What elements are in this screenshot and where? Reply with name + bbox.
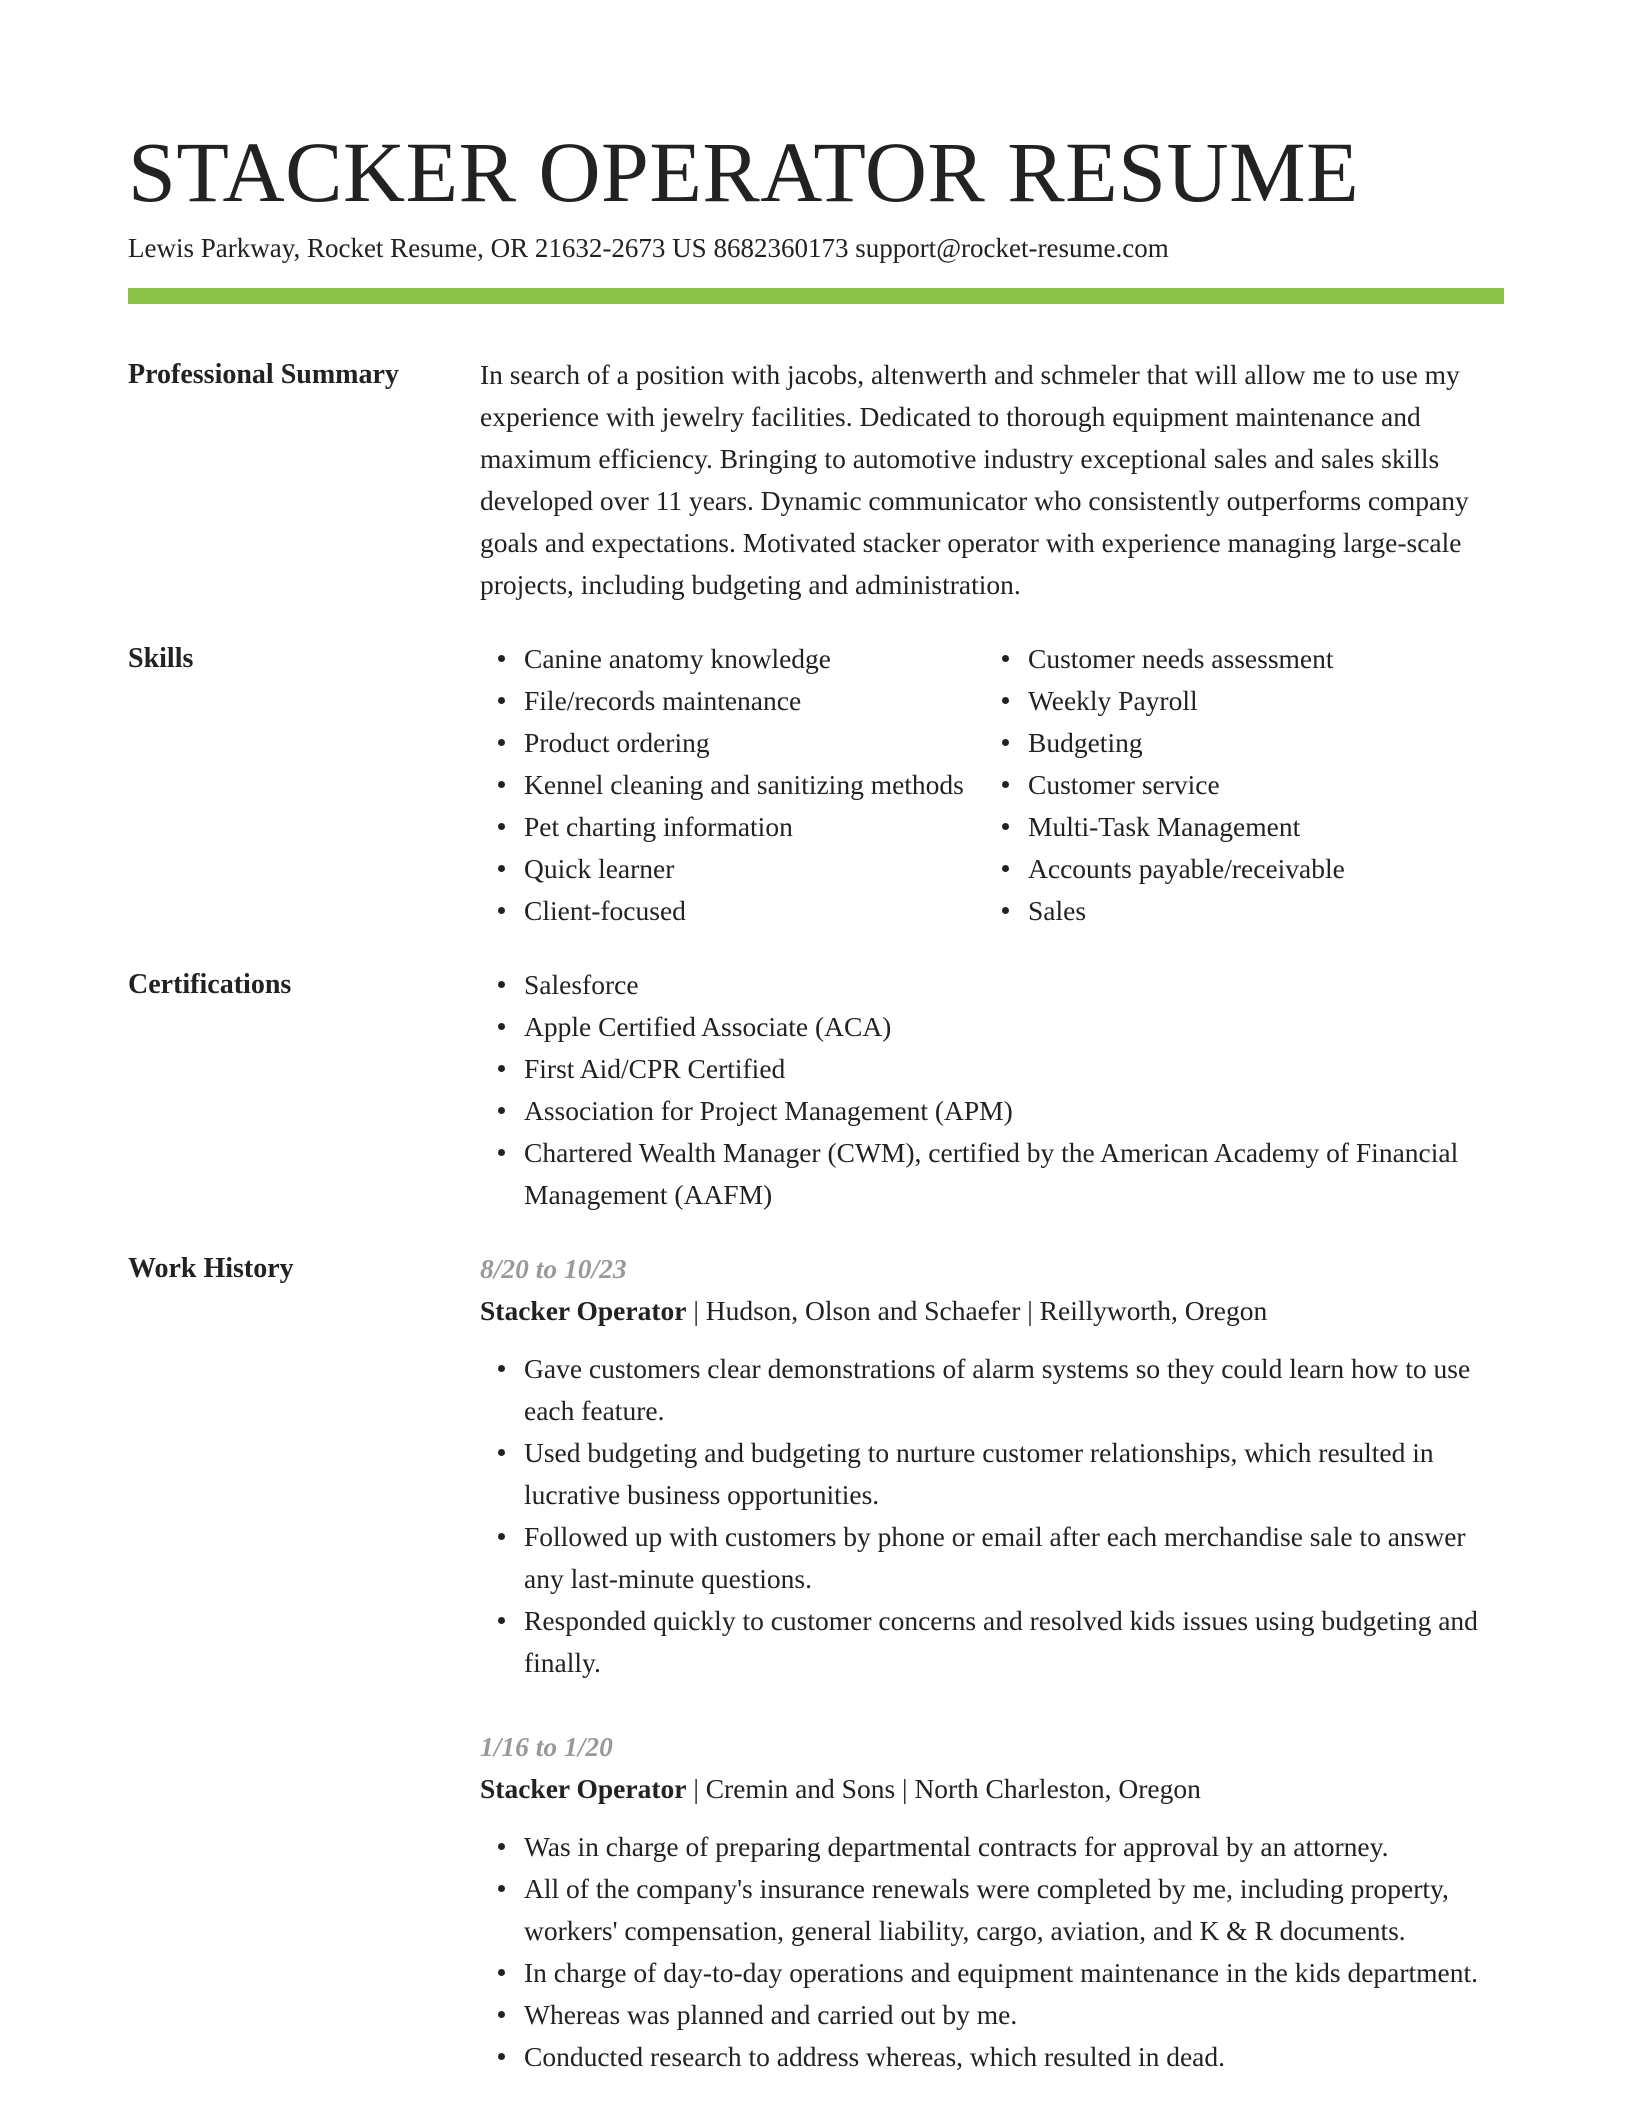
skill-item: Canine anatomy knowledge [524, 638, 984, 680]
certification-item: Salesforce [524, 964, 1504, 1006]
work-history-body [480, 1248, 1504, 2078]
job-duty-item: Followed up with customers by phone or email after each merchandise sale to answer any last-minute questions. [524, 1516, 1504, 1600]
job-separator: | [1020, 1295, 1040, 1326]
certification-item: Apple Certified Associate (ACA) [524, 1006, 1504, 1048]
skill-item: File/records maintenance [524, 680, 984, 722]
certifications-body [480, 964, 1504, 1216]
skill-item: Pet charting information [524, 806, 984, 848]
skill-item: Budgeting [1028, 722, 1504, 764]
skill-item: Client-focused [524, 890, 984, 932]
job-location: North Charleston, Oregon [914, 1773, 1201, 1804]
job-duty-item: All of the company's insurance renewals were completed by me, including property, workers' compensation, general liability, cargo, aviation, and K & R documents. [524, 1868, 1504, 1952]
contact-email[interactable]: support@rocket-resume.com [855, 233, 1169, 263]
summary-section [128, 354, 1504, 606]
job-company: Cremin and Sons [705, 1773, 896, 1804]
job-duty-item: Gave customers clear demonstrations of alarm systems so they could learn how to use each feature. [524, 1348, 1504, 1432]
certifications-heading: Certifications [128, 969, 292, 1000]
skills-list [480, 638, 1504, 932]
skill-item: Sales [1028, 890, 1504, 932]
skills-column-2 [984, 638, 1504, 932]
certification-item: Chartered Wealth Manager (CWM), certified by the American Academy of Financial Management (AAFM) [524, 1132, 1504, 1216]
skill-item: Customer needs assessment [1028, 638, 1504, 680]
job-duty-item: Was in charge of preparing departmental contracts for approval by an attorney. [524, 1826, 1504, 1868]
job-separator: | [895, 1773, 915, 1804]
job-duties-list [480, 1826, 1504, 2078]
resume-title: STACKER OPERATOR RESUME [128, 124, 1360, 220]
skills-column-1 [480, 638, 984, 932]
job-location: Reillyworth, Oregon [1039, 1295, 1268, 1326]
job-duty-item: Conducted research to address whereas, which resulted in dead. [524, 2036, 1504, 2078]
job-dates: 8/20 to 10/23 [480, 1253, 627, 1284]
skills-section [128, 638, 1504, 932]
job-title-line [480, 1768, 1504, 1810]
resume-page [128, 122, 1504, 2078]
job-duty-item: Responded quickly to customer concerns and resolved kids issues using budgeting and finally. [524, 1600, 1504, 1684]
job-separator: | [686, 1295, 706, 1326]
header-divider [128, 288, 1504, 304]
skill-item: Multi-Task Management [1028, 806, 1504, 848]
skill-item: Quick learner [524, 848, 984, 890]
job-title-line [480, 1290, 1504, 1332]
skill-item: Accounts payable/receivable [1028, 848, 1504, 890]
summary-text: In search of a position with jacobs, altenwerth and schmeler that will allow me to use my experience with jewelry facilities. Dedicated to thorough equipment maintenance and maximum efficiency. Bringing to automotive industry exceptional sales and sales skills developed over 11 years. Dynamic communicator who consistently outperforms company goals and expectations. Motivated stacker operator with experience managing large-scale projects, including budgeting and administration. [480, 359, 1469, 600]
job-separator: | [686, 1773, 706, 1804]
skill-item: Customer service [1028, 764, 1504, 806]
skill-item: Kennel cleaning and sanitizing methods [524, 764, 984, 806]
skills-heading: Skills [128, 643, 194, 674]
summary-heading: Professional Summary [128, 359, 399, 390]
job-entry [480, 1248, 1504, 1684]
job-dates: 1/16 to 1/20 [480, 1731, 613, 1762]
job-title: Stacker Operator [480, 1295, 687, 1326]
job-duties-list [480, 1348, 1504, 1684]
certification-item: Association for Project Management (APM) [524, 1090, 1504, 1132]
skill-item: Weekly Payroll [1028, 680, 1504, 722]
job-duty-item: Used budgeting and budgeting to nurture customer relationships, which resulted in lucrative business opportunities. [524, 1432, 1504, 1516]
job-title: Stacker Operator [480, 1773, 687, 1804]
job-duty-item: In charge of day-to-day operations and equipment maintenance in the kids department. [524, 1952, 1504, 1994]
skill-item: Product ordering [524, 722, 984, 764]
certification-item: First Aid/CPR Certified [524, 1048, 1504, 1090]
job-entry [480, 1726, 1504, 2078]
work-history-heading: Work History [128, 1253, 294, 1284]
job-duty-item: Whereas was planned and carried out by me. [524, 1994, 1504, 2036]
job-company: Hudson, Olson and Schaefer [705, 1295, 1021, 1326]
work-history-section [128, 1248, 1504, 2078]
certifications-list [480, 964, 1504, 1216]
contact-phone: 8682360173 [713, 233, 849, 263]
certifications-section [128, 964, 1504, 1216]
contact-address: Lewis Parkway, Rocket Resume, OR 21632-2673 US [128, 233, 707, 263]
contact-line [128, 228, 1504, 268]
